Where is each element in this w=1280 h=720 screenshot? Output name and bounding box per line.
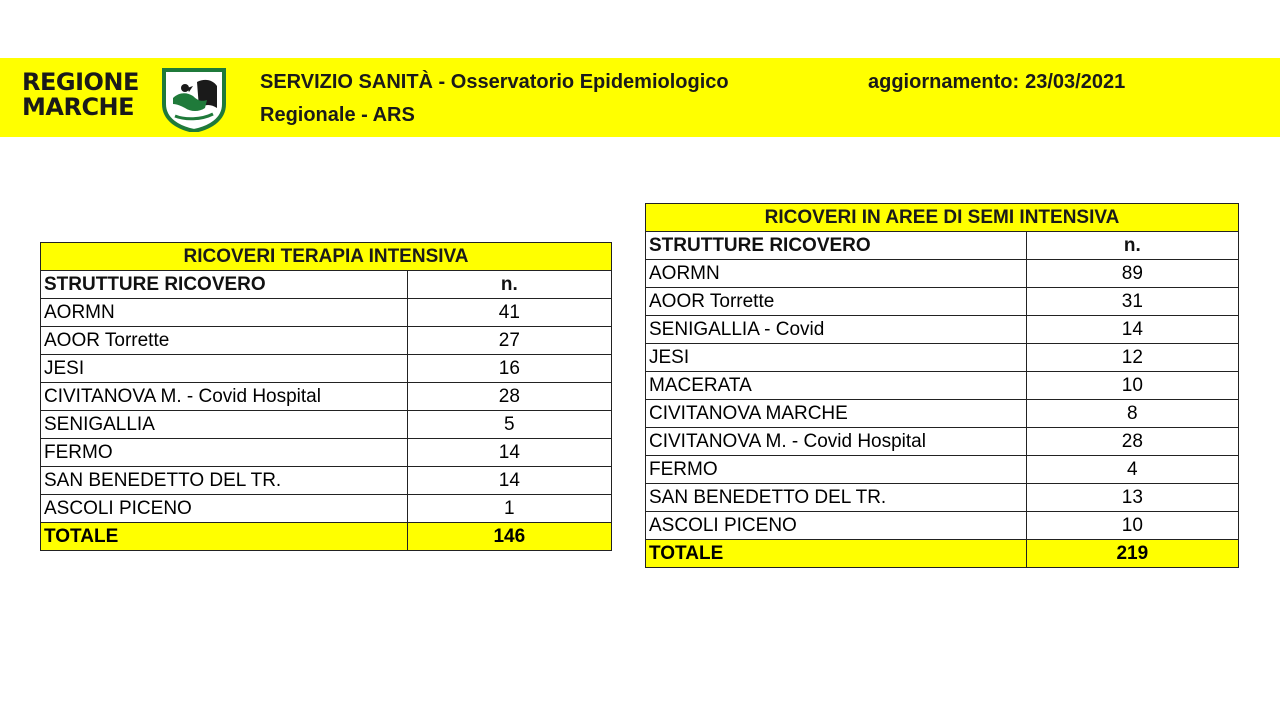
total-row (41, 523, 612, 551)
structure-name: SENIGALLIA - Covid (646, 316, 1027, 344)
semi-intensive-table (645, 203, 1239, 568)
logo-line-2: MARCHE (22, 93, 135, 121)
patient-count: 10 (1026, 512, 1238, 540)
table-row (646, 288, 1239, 316)
intensive-care-title: RICOVERI TERAPIA INTENSIVA (41, 243, 612, 271)
table-row (646, 484, 1239, 512)
structure-name: AORMN (41, 299, 408, 327)
table-row (646, 456, 1239, 484)
structure-name: SENIGALLIA (41, 411, 408, 439)
patient-count: 10 (1026, 372, 1238, 400)
patient-count: 28 (407, 383, 611, 411)
update-date-label: aggiornamento: (868, 71, 1020, 93)
structure-name: CIVITANOVA M. - Covid Hospital (41, 383, 408, 411)
table-row (41, 411, 612, 439)
patient-count: 4 (1026, 456, 1238, 484)
patient-count: 27 (407, 327, 611, 355)
patient-count: 14 (407, 467, 611, 495)
patient-count: 28 (1026, 428, 1238, 456)
table-row (646, 344, 1239, 372)
intensive-care-table (40, 242, 612, 551)
structure-name: SAN BENEDETTO DEL TR. (646, 484, 1027, 512)
table-row (646, 316, 1239, 344)
patient-count: 12 (1026, 344, 1238, 372)
region-emblem-icon (161, 68, 227, 132)
column-header-n: n. (1026, 232, 1238, 260)
header-title-line-2: Regionale - ARS (260, 104, 415, 126)
structure-name: CIVITANOVA MARCHE (646, 400, 1027, 428)
structure-name: AORMN (646, 260, 1027, 288)
patient-count: 13 (1026, 484, 1238, 512)
patient-count: 8 (1026, 400, 1238, 428)
total-value: 146 (407, 523, 611, 551)
structure-name: AOOR Torrette (646, 288, 1027, 316)
table-row (41, 383, 612, 411)
semi-intensive-title: RICOVERI IN AREE DI SEMI INTENSIVA (646, 204, 1239, 232)
structure-name: FERMO (41, 439, 408, 467)
table-row (646, 372, 1239, 400)
header-title (260, 66, 820, 132)
table-row (646, 400, 1239, 428)
table-row (646, 512, 1239, 540)
structure-name: FERMO (646, 456, 1027, 484)
structure-name: ASCOLI PICENO (646, 512, 1027, 540)
table-row (41, 355, 612, 383)
header-title-line-1: SERVIZIO SANITÀ - Osservatorio Epidemiologico (260, 71, 729, 93)
table-row (646, 428, 1239, 456)
update-date-value: 23/03/2021 (1025, 71, 1126, 93)
structure-name: AOOR Torrette (41, 327, 408, 355)
structure-name: JESI (41, 355, 408, 383)
patient-count: 5 (407, 411, 611, 439)
patient-count: 16 (407, 355, 611, 383)
column-header-structure: STRUTTURE RICOVERO (41, 271, 408, 299)
total-row (646, 540, 1239, 568)
structure-name: CIVITANOVA M. - Covid Hospital (646, 428, 1027, 456)
patient-count: 14 (1026, 316, 1238, 344)
total-value: 219 (1026, 540, 1238, 568)
patient-count: 14 (407, 439, 611, 467)
logo-line-1: REGIONE (22, 68, 139, 96)
patient-count: 1 (407, 495, 611, 523)
patient-count: 31 (1026, 288, 1238, 316)
region-logo-text (22, 70, 162, 120)
column-header-n: n. (407, 271, 611, 299)
table-row (41, 439, 612, 467)
table-row (646, 260, 1239, 288)
structure-name: ASCOLI PICENO (41, 495, 408, 523)
table-row (41, 299, 612, 327)
structure-name: JESI (646, 344, 1027, 372)
structure-name: SAN BENEDETTO DEL TR. (41, 467, 408, 495)
table-row (41, 467, 612, 495)
patient-count: 89 (1026, 260, 1238, 288)
structure-name: MACERATA (646, 372, 1027, 400)
total-label: TOTALE (41, 523, 408, 551)
table-row (41, 327, 612, 355)
column-header-structure: STRUTTURE RICOVERO (646, 232, 1027, 260)
total-label: TOTALE (646, 540, 1027, 568)
patient-count: 41 (407, 299, 611, 327)
update-date (868, 66, 1125, 99)
table-row (41, 495, 612, 523)
